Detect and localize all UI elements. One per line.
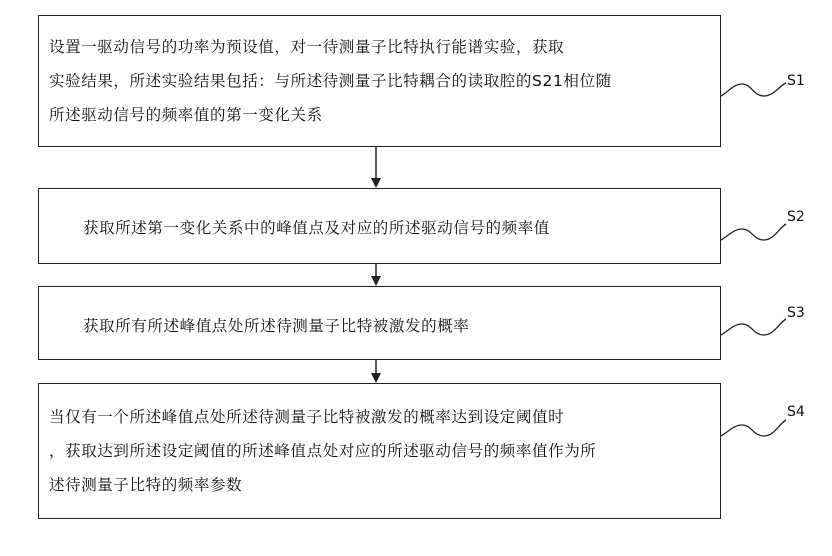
step-text-s3: 获取所有所述峰值点处所述待测量子比特被激发的概率 [83,317,470,335]
step-id-s4: S4 [787,404,805,420]
step-id-s1: S1 [787,73,805,89]
step-id-s2: S2 [787,209,805,225]
step-id-s3: S3 [787,305,805,321]
step-box-s1 [38,15,721,147]
step-text-s2: 获取所述第一变化关系中的峰值点及对应的所述驱动信号的频率值 [83,219,550,237]
leader-line-s2 [721,224,786,240]
step-box-s4 [38,383,721,519]
step-box-s3 [38,286,721,360]
step-text-s4: 当仅有一个所述峰值点处所述待测量子比特被激发的概率达到设定阈值时 ，获取达到所述设定阈值的所述峰值点处对应的所述驱动信号的频率值作为所 述待测量子比特的频率参数 [49,408,597,494]
leader-line-s3 [721,319,786,335]
step-text-s1: 设置一驱动信号的功率为预设值，对一待测量子比特执行能谱实验，获取 实验结果，所述实验结果包括：与所述待测量子比特耦合的读取腔的S21相位随 所述驱动信号的频率值的第一变化关系 [49,38,612,124]
step-box-s2 [38,188,721,264]
